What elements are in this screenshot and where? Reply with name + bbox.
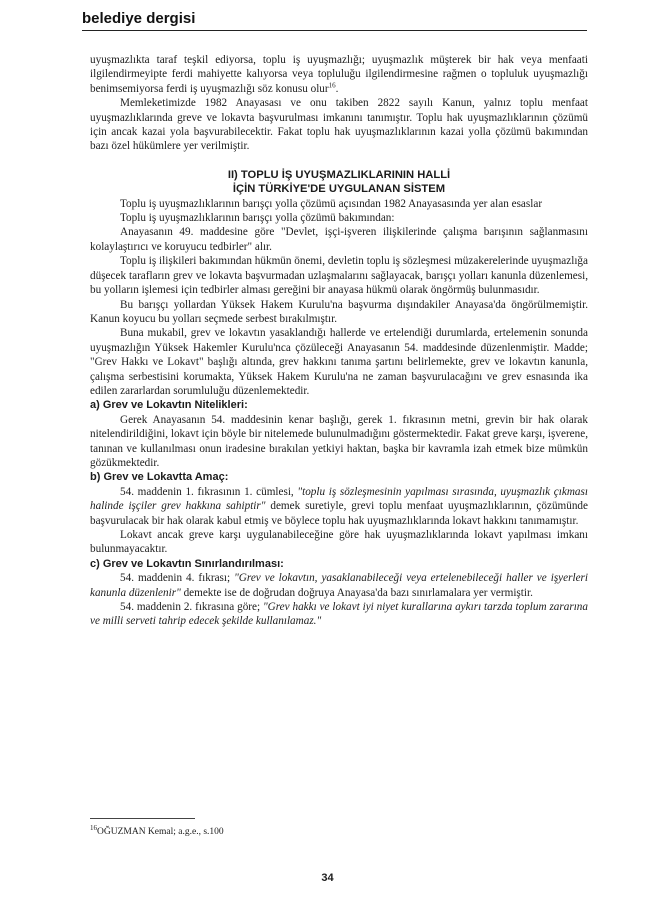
- paragraph-1: [90, 53, 588, 96]
- body-text: [90, 53, 588, 629]
- paragraph-10-lead: 54. maddenin 1. fıkrasının 1. cümlesi,: [120, 485, 298, 498]
- paragraph-10: [90, 485, 588, 528]
- subheading-a: a) Grev ve Lokavtın Nitelikleri:: [90, 399, 248, 412]
- paragraph-3: Toplu iş uyuşmazlıklarının barışçı yolla çözümü açısından 1982 Anayasasında yer alan esaslar: [120, 197, 543, 210]
- paragraph-4: Toplu iş uyuşmazlıklarının barışçı yolla çözümü bakımından:: [120, 212, 395, 225]
- footnote: [90, 823, 224, 838]
- paragraph-8: Buna mukabil, grev ve lokavtın yasaklandığı hallerde ve ertelendiği durumlarda, ertelemenin sonunda uyuşmazlığın Yüksek Hakemler Kurulu'nca çözüleceği Anayasanın 54. maddesinde düzenlenmiştir. Madde; "Grev Hakkı ve Lokavt" başlığı altında, grev hakkını tanıma şartını belirlemekte, grev ve lokavtın kanunla, çalışma serbestisini korumakta, Yüksek Hakem Kurulu'na ne zaman başvurulacağını ve grev esnasında ika edilen zararlardan sorumluluğu düzenlemektedir.: [90, 327, 588, 397]
- footnote-text: OĞUZMAN Kemal; a.g.e., s.100: [97, 827, 224, 837]
- header-rule: [82, 30, 587, 31]
- subheading-c: c) Grev ve Lokavtın Sınırlandırılması:: [90, 557, 284, 570]
- footnote-rule: [90, 818, 195, 819]
- paragraph-10-rest: demek suretiyle, grevi toplu menfaat uyuşmazlıklarının, çözümünde başvurulacak bir hak olarak kabul etmiş ve böylece toplu hak uyuşmazlıklarında lokavt hakkını tanımamıştır.: [90, 500, 588, 527]
- paragraph-9: Gerek Anayasanın 54. maddesinin kenar başlığı, gerek 1. fıkrasının metni, grevin bir hak olarak nitelendirildiğini, lokavt için böyle bir nitelemede bulunulmadığını göstermektedir. Fakat greve karşı, işverene, tanınan ve kullanılması onun iradesine bırakılan yetkiyi haktan, başka bir kavramla izah etmek bize mümkün gözükmektedir.: [90, 413, 588, 469]
- paragraph-1-end: .: [335, 82, 339, 95]
- paragraph-13-quote: "Grev hakkı ve lokavt iyi niyet kurallarına aykırı tarzda toplum zararına ve milli serveti tahrip edecek şekilde kullanılamaz.": [90, 601, 588, 628]
- paragraph-6: Toplu iş ilişkileri bakımından hükmün önemi, devletin toplu iş sözleşmesi müzakerelerinde uyuşmazlığa düşecek tarafların grev ve lokavta başvurmadan uzlaşmalarını sağlayacak, barışçı yolları kanunla düzenlemesi, bu yolların işlemesi için tedbirler alması gereğini bir anayasa hükmü olarak öngörmüş bulunmasıdır.: [90, 255, 588, 297]
- footnote-number: 16: [90, 823, 97, 832]
- paragraph-12-rest: demekte ise de doğrudan doğruya Anayasa'da bazı sınırlamalara yer vermiştir.: [180, 586, 533, 599]
- paragraph-12: [90, 571, 588, 600]
- paragraph-12-lead: 54. maddenin 4. fıkrası;: [120, 572, 235, 585]
- section-title-line-2: İÇİN TÜRKİYE'DE UYGULANAN SİSTEM: [232, 183, 446, 196]
- section-title-line-1: II) TOPLU İŞ UYUŞMAZLIKLARININ HALLİ: [227, 168, 451, 181]
- page-number: 34: [321, 872, 334, 884]
- paragraph-11: Lokavt ancak greve karşı uygulanabileceğine göre hak uyuşmazlıklarında lokavt yapılması imkanı bulunmayacaktır.: [90, 529, 588, 556]
- paragraph-12-quote: "Grev ve lokavtın, yasaklanabileceği veya ertelenebileceği haller ve işyerleri kanunla düzenlenir": [90, 572, 588, 599]
- paragraph-13: [90, 600, 588, 629]
- paragraph-2: Memleketimizde 1982 Anayasası ve onu takiben 2822 sayılı Kanun, yalnız toplu menfaat uyuşmazlıklarında greve ve lokavta başvurulması imkanını tanımıştır. Toplu hak uyuşmazlıklarının çözümü için ancak kazai yola başvurabilecektir. Fakat toplu hak uyuşmazlıklarının kazai yolla çözümü bakımından bazı özel hükümlere yer verilmiştir.: [90, 97, 588, 153]
- paragraph-7: Bu barışçı yollardan Yüksek Hakem Kurulu'na başvurma dışındakiler Anayasa'da öngörülmemiştir. Kanun koyucu bu yolları seçmede serbest bırakılmıştır.: [90, 298, 588, 325]
- footnote-ref: 16: [328, 81, 336, 90]
- paragraph-1-text: uyuşmazlıkta taraf teşkil ediyorsa, toplu iş uyuşmazlığı; uyuşmazlık müşterek bir hak veya menfaati ilgilendirmeyipte ferdi mahiyette kalıyorsa veya topluluğu ilgilendirmesine rağmen o topluluk uyuşmazlığı benimsemiyorsa ferdi iş uyuşmazlığı söz konusu olur: [90, 54, 588, 95]
- paragraph-5: Anayasanın 49. maddesine göre "Devlet, işçi-işveren ilişkilerinde çalışma barışının sağlanmasını kolaylaştırıcı ve koruyucu tedbirler" alır.: [90, 226, 588, 253]
- paragraph-10-quote: "toplu iş sözleşmesinin yapılması sırasında, uyuşmazlık çıkması halinde işçiler grev hakkına sahiptir": [90, 485, 588, 513]
- paragraph-13-lead: 54. maddenin 2. fıkrasına göre;: [120, 601, 263, 614]
- running-header: belediye dergisi: [82, 10, 196, 27]
- subheading-b: b) Grev ve Lokavtta Amaç:: [90, 471, 229, 484]
